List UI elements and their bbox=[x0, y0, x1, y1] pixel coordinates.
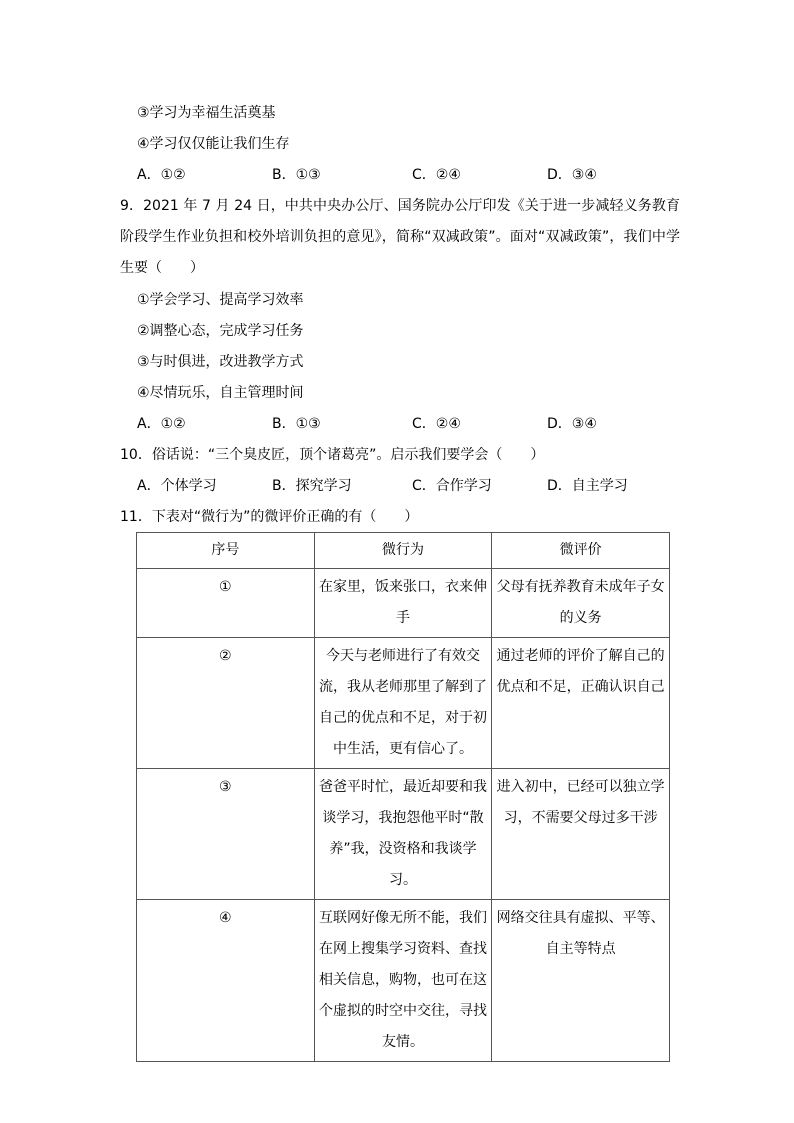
table-row bbox=[137, 638, 670, 769]
q10-stem: 10．俗话说：“三个臭皮匠，顶个诸葛亮”。启示我们要学会（ ） bbox=[120, 447, 545, 463]
q9-option-c: C．②④ bbox=[412, 416, 461, 432]
row-evaluation: 网络交往具有虚拟、平等、自主等特点 bbox=[492, 900, 670, 1062]
q10-option-b: B．探究学习 bbox=[272, 478, 352, 494]
q9-item-4: ④尽情玩乐，自主管理时间 bbox=[137, 385, 304, 401]
table-row bbox=[137, 769, 670, 900]
row-evaluation: 进入初中，已经可以独立学习，不需要父母过多干涉 bbox=[492, 769, 670, 900]
row-number: ① bbox=[137, 569, 315, 638]
q10-option-a: A．个体学习 bbox=[137, 478, 217, 494]
q8-option-d: D．③④ bbox=[547, 167, 597, 183]
q9-item-2: ②调整心态，完成学习任务 bbox=[137, 323, 304, 339]
q8-item-4: ④学习仅仅能让我们生存 bbox=[137, 136, 290, 152]
q9-option-d: D．③④ bbox=[547, 416, 597, 432]
row-behavior: 爸爸平时忙，最近却要和我谈学习，我抱怨他平时“散养”我，没资格和我谈学习。 bbox=[314, 769, 492, 900]
q9-stem: 9．2021 年 7 月 24 日，中共中央办公厅、国务院办公厅印发《关于进一步减轻义务教育阶段学生作业负担和校外培训负担的意见》，简称“双减政策”。面对“双减政策”，我们中学生要（ ） bbox=[120, 198, 680, 276]
q9-option-a: A．①② bbox=[137, 416, 186, 432]
row-behavior: 今天与老师进行了有效交流，我从老师那里了解到了自己的优点和不足，对于初中生活，更有信心了。 bbox=[314, 638, 492, 769]
q8-option-a: A．①② bbox=[137, 167, 186, 183]
q11-stem: 11．下表对“微行为”的微评价正确的有（ ） bbox=[120, 509, 419, 525]
q8-item-3: ③学习为幸福生活奠基 bbox=[137, 105, 276, 121]
row-number: ④ bbox=[137, 900, 315, 1062]
q10-option-c: C．合作学习 bbox=[412, 478, 492, 494]
row-behavior: 在家里，饭来张口，衣来伸手 bbox=[314, 569, 492, 638]
q9-item-1: ①学会学习、提高学习效率 bbox=[137, 292, 304, 308]
q8-option-b: B．①③ bbox=[272, 167, 321, 183]
header-behavior: 微行为 bbox=[314, 533, 492, 569]
row-evaluation: 通过老师的评价了解自己的优点和不足，正确认识自己 bbox=[492, 638, 670, 769]
row-number: ② bbox=[137, 638, 315, 769]
row-behavior: 互联网好像无所不能，我们在网上搜集学习资料、查找相关信息，购物，也可在这个虚拟的时空中交往，寻找友情。 bbox=[314, 900, 492, 1062]
table-row bbox=[137, 900, 670, 1062]
table-row bbox=[137, 569, 670, 638]
table-header-row bbox=[137, 533, 670, 569]
evaluation-table bbox=[136, 532, 670, 1062]
q9-item-3: ③与时俱进，改进教学方式 bbox=[137, 354, 304, 370]
q8-option-c: C．②④ bbox=[412, 167, 461, 183]
header-number: 序号 bbox=[137, 533, 315, 569]
header-evaluation: 微评价 bbox=[492, 533, 670, 569]
row-number: ③ bbox=[137, 769, 315, 900]
row-evaluation: 父母有抚养教育未成年子女的义务 bbox=[492, 569, 670, 638]
q9-option-b: B．①③ bbox=[272, 416, 321, 432]
q10-option-d: D．自主学习 bbox=[547, 478, 628, 494]
